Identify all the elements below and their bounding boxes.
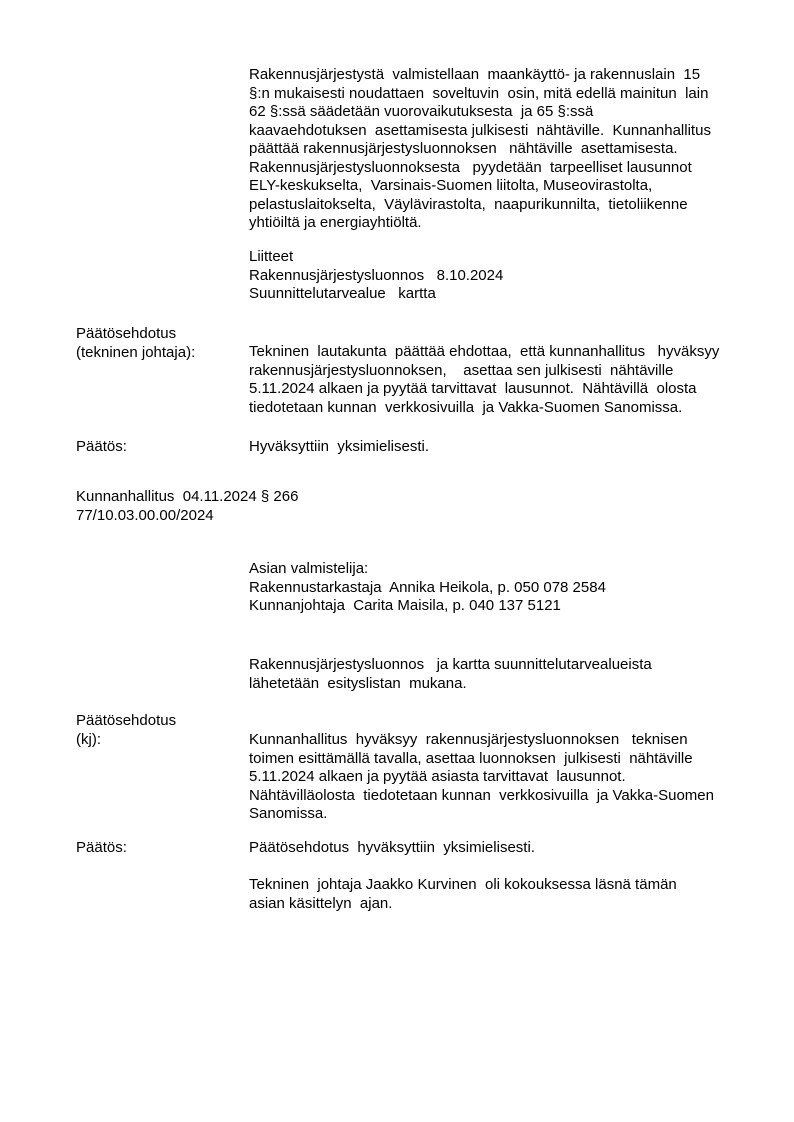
decision-label-board: Päätös:	[76, 839, 127, 856]
case-preparers: Asian valmistelija: Rakennustarkastaja Annika Heikola, p. 050 078 2584 Kunnanjohtaja Carita Maisila, p. 040 137 5121	[249, 560, 606, 614]
board-section-heading: Kunnanhallitus 04.11.2024 § 266 77/10.03.00.00/2024	[76, 488, 299, 524]
presence-note: Tekninen johtaja Jaakko Kurvinen oli kokouksessa läsnä tämän asian käsittelyn ajan.	[249, 876, 677, 912]
decision-body-board: Päätösehdotus hyväksyttiin yksimielisesti.	[249, 839, 535, 856]
proposal-body-municipal-manager: Kunnanhallitus hyväksyy rakennusjärjestysluonnoksen teknisen toimen esittämällä tavalla, asettaa luonnoksen julkisesti nähtäville 5.11.2024 alkaen ja pyytää asiasta tarvittavat lausunnot. Nähtävilläolosta tiedotetaan kunnan verkkosivuilla ja Vakka-Suomen Sanomissa.	[249, 731, 714, 822]
attachment-delivery-note: Rakennusjärjestysluonnos ja kartta suunnittelutarvealueista lähetetään esityslistan mukana.	[249, 656, 652, 692]
intro-paragraph: Rakennusjärjestystä valmistellaan maankäyttö- ja rakennuslain 15 §:n mukaisesti noudattaen soveltuvin osin, mitä edellä mainitun lain 62 §:ssä säädetään vuorovaikutuksesta ja 65 §:ssä kaavaehdotuksen asettamisesta julkisesti nähtäville. Kunnanhallitus päättää rakennusjärjestysluonnoksen nähtäville asettamisesta. Rakennusjärjestysluonnoksesta pyydetään tarpeelliset lausunnot ELY-keskukselta, Varsinais-Suomen liitolta, Museovirastolta, pelastuslaitokselta, Väylävirastolta, naapurikunnilta, tietoliikenne yhtiöiltä ja energiayhtiöltä.	[249, 66, 711, 231]
decision-label-technical-board: Päätös:	[76, 438, 127, 455]
proposal-label-technical-director: Päätösehdotus (tekninen johtaja):	[76, 325, 196, 361]
proposal-label-municipal-manager: Päätösehdotus (kj):	[76, 712, 177, 748]
attachments-list: Liitteet Rakennusjärjestysluonnos 8.10.2024 Suunnittelutarvealue kartta	[249, 248, 504, 302]
proposal-body-technical-director: Tekninen lautakunta päättää ehdottaa, että kunnanhallitus hyväksyy rakennusjärjestysluonnoksen, asettaa sen julkisesti nähtäville 5.11.2024 alkaen ja pyytää tarvittavat lausunnot. Nähtävillä olosta tiedotetaan kunnan verkkosivuilla ja Vakka-Suomen Sanomissa.	[249, 343, 720, 416]
decision-body-technical-board: Hyväksyttiin yksimielisesti.	[249, 438, 430, 455]
